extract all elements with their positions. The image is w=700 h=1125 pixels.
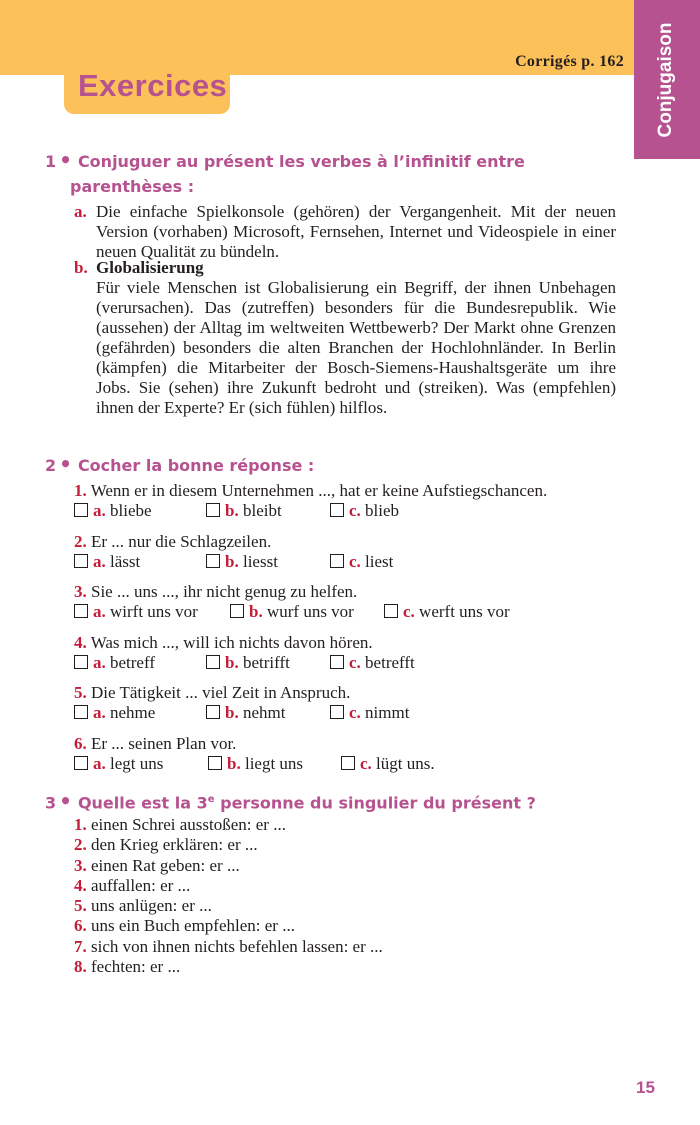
checkbox[interactable] [206,554,220,568]
question-number: 5. [74,683,87,702]
option-letter: b. [225,501,239,520]
item-a-text: Die einfache Spielkonsole (gehören) der Vergangenheit. Mit der neuen Version (vorhaben) Microsoft, Fernsehen, Internet und Videospiele in einer neuen Qualität zu bündeln. [96,202,616,261]
question-1 [74,481,547,521]
exercise-1-item-b [74,258,616,418]
exercise-3-heading-pre: Quelle est la 3 [77,793,208,813]
option-letter: b. [225,653,239,672]
item-b-marker: b. [74,258,88,277]
option-letter: b. [225,552,239,571]
checkbox[interactable] [206,705,220,719]
option-a[interactable] [74,703,155,723]
page-number: 15 [636,1078,655,1097]
list-item-number: 1. [74,815,87,834]
option-a[interactable] [74,552,140,572]
question-2 [74,532,394,572]
exercise-2-heading [45,453,314,478]
option-a[interactable] [74,501,152,521]
checkbox[interactable] [230,604,244,618]
checkbox[interactable] [330,503,344,517]
list-item-text: einen Schrei ausstoßen: er ... [91,815,286,834]
option-text: bliebe [110,501,152,520]
question-5 [74,683,410,723]
option-c[interactable] [384,602,510,622]
option-c[interactable] [330,501,399,521]
list-item [74,957,383,977]
question-text: Was mich ..., will ich nichts davon hören. [90,633,373,652]
option-letter: b. [225,703,239,722]
options-row [74,754,435,774]
list-item-number: 8. [74,957,87,977]
question-text: Er ... seinen Plan vor. [91,734,237,753]
checkbox[interactable] [384,604,398,618]
option-text: nehme [110,703,156,722]
question-4 [74,633,415,673]
option-letter: b. [227,754,241,773]
checkbox[interactable] [208,756,222,770]
option-letter: c. [349,552,361,571]
option-text: bleibt [242,501,282,520]
question-line [74,481,547,501]
checkbox[interactable] [341,756,355,770]
option-letter: c. [349,501,361,520]
list-item [74,815,383,835]
option-b[interactable] [230,602,354,622]
list-item [74,835,383,855]
option-text: wirft uns vor [110,602,198,621]
list-item-text: auffallen: er ... [91,875,191,895]
list-item-text: uns anlügen: er ... [91,896,212,916]
list-item [74,937,383,957]
option-letter: a. [93,552,106,571]
option-letter: a. [93,754,106,773]
option-text: liest [365,552,394,571]
exercise-3-list [74,815,383,977]
question-number: 3. [74,582,87,601]
option-b[interactable] [206,703,285,723]
exercise-2-number: 2 [45,456,57,475]
option-text: werft uns vor [419,602,510,621]
exercise-1-heading [45,149,525,199]
item-b-title: Globalisierung [96,258,204,277]
option-text: lässt [110,552,141,571]
option-text: liesst [242,552,278,571]
question-text: Die Tätigkeit ... viel Zeit in Anspruch. [91,683,351,702]
options-row [74,703,410,723]
list-item-text: uns ein Buch empfehlen: er ... [91,916,295,936]
exercise-1-number: 1 [45,152,57,171]
exercise-3-heading [45,787,536,815]
list-item [74,856,383,876]
item-b-text: Für viele Menschen ist Globalisierung ein Begriff, der ihnen Unbehagen (verursachen). Das (zutreffen) besonders für die Bundesrepublik. Wie (aussehen) der Alltag im weltweiten Wettbewerb? Der Markt ohne Grenzen (gefährden) besonders die alten Branchen der Hochlohnländer. In Berlin (kämpfen) die Mitarbeiter der Bosch-Siemens-Haushaltsgeräte um ihre Jobs. Sie (sehen) ihre Zukunft bedroht und (streiken). Was (empfehlen) ihnen der Experte? Er (sich fühlen) hilflos. [96,278,616,417]
option-text: nehmt [242,703,286,722]
exercise-1-item-a [74,202,616,262]
question-line [74,532,271,552]
item-a-marker: a. [74,202,87,221]
question-number: 6. [74,734,87,753]
option-text: betrifft [242,653,290,672]
question-text: Sie ... uns ..., ihr nicht genug zu helfen. [91,582,358,601]
exercise-1-heading-line2: parenthèses : [70,177,195,196]
option-b[interactable] [206,552,278,572]
question-text: Er ... nur die Schlagzeilen. [91,532,272,551]
option-letter: c. [349,703,361,722]
bullet-dot: • [59,789,72,814]
list-item [74,916,383,936]
checkbox[interactable] [74,554,88,568]
option-text: betreff [110,653,155,672]
list-item [74,896,383,916]
option-text: wurf uns vor [266,602,354,621]
options-row [74,501,547,521]
section-tab-label: Conjugaison [655,22,676,138]
options-row [74,653,415,673]
option-c[interactable] [330,703,409,723]
option-text: nimmt [365,703,410,722]
list-item-number: 6. [74,916,87,936]
option-letter: b. [249,602,263,621]
bullet-dot: • [59,452,72,476]
question-number: 4. [74,633,87,652]
checkbox[interactable] [74,655,88,669]
checkbox[interactable] [74,503,88,517]
option-letter: a. [93,653,106,672]
list-item-text: einen Rat geben: er ... [91,855,240,875]
option-b[interactable] [206,501,282,521]
option-text: blieb [365,501,400,520]
exercise-3-heading-sup: e [207,794,215,805]
corriges-reference: Corrigés p. 162 [515,53,624,70]
list-item [74,876,383,896]
list-item-number: 4. [74,875,87,895]
option-text: lügt uns. [376,754,435,773]
option-a[interactable] [74,653,155,673]
question-line [74,683,350,703]
question-3 [74,582,510,622]
list-item-number: 3. [74,855,87,875]
list-item-number: 7. [74,936,87,956]
question-6 [74,734,435,774]
checkbox[interactable] [206,503,220,517]
list-item-text: fechten: er ... [91,957,181,977]
option-letter: c. [403,602,415,621]
question-number: 2. [74,532,87,551]
checkbox[interactable] [206,655,220,669]
question-text: Wenn er in diesem Unternehmen ..., hat er keine Aufstiegschancen. [90,481,548,500]
option-text: betrefft [365,653,415,672]
checkbox[interactable] [330,705,344,719]
list-item-text: sich von ihnen nichts befehlen lassen: er ... [91,936,383,956]
list-item-number: 5. [74,896,87,916]
checkbox[interactable] [330,554,344,568]
question-line [74,734,236,754]
checkbox[interactable] [74,756,88,770]
list-item-text: den Krieg erklären: er ... [91,835,258,855]
option-a[interactable] [74,754,163,774]
option-b[interactable] [206,653,290,673]
option-letter: a. [93,501,106,520]
checkbox[interactable] [74,604,88,618]
exercise-3-number: 3 [45,793,57,813]
option-c[interactable] [330,552,393,572]
bullet-dot: • [59,148,72,172]
question-line [74,633,373,653]
page-title: Exercices [78,68,228,103]
exercise-1-heading-line1: Conjuguer au présent les verbes à l’infinitif entre [77,152,525,171]
option-text: legt uns [110,754,164,773]
checkbox[interactable] [330,655,344,669]
option-b[interactable] [208,754,303,774]
option-text: liegt uns [244,754,304,773]
question-number: 1. [74,481,87,500]
option-c[interactable] [330,653,415,673]
option-letter: c. [349,653,361,672]
option-letter: a. [93,703,106,722]
option-a[interactable] [74,602,198,622]
question-line [74,582,357,602]
option-c[interactable] [341,754,435,774]
exercise-3-heading-post: personne du singulier du présent ? [214,793,536,813]
options-row [74,602,510,622]
options-row [74,552,394,572]
option-letter: a. [93,602,106,621]
exercise-2-heading-text: Cocher la bonne réponse : [77,456,315,475]
option-letter: c. [360,754,372,773]
checkbox[interactable] [74,705,88,719]
list-item-number: 2. [74,835,87,855]
